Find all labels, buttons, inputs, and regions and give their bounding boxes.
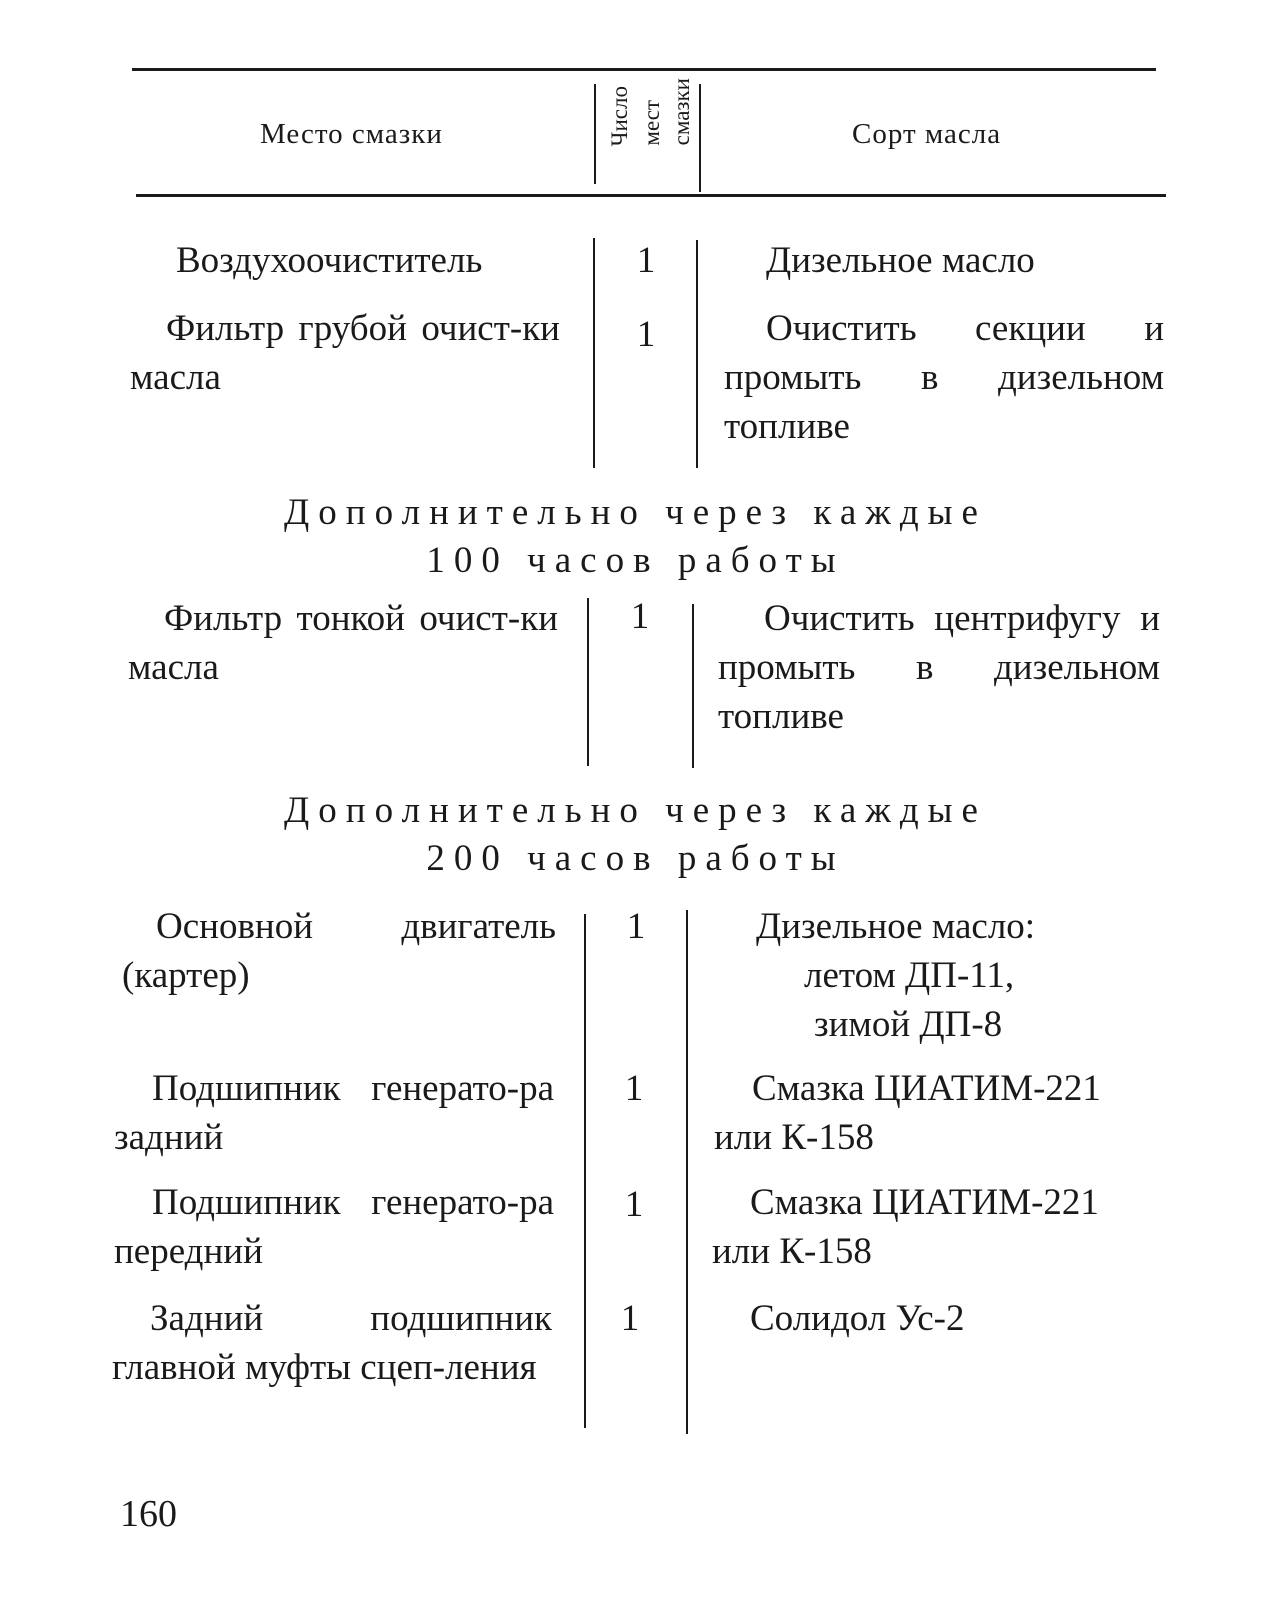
group2-divider-left	[587, 598, 589, 766]
group1-divider-right	[696, 240, 698, 468]
header-col-oil: Сорт масла	[852, 118, 1002, 150]
row-coarse-filter-oil: Очистить секции и промыть в дизельном топливе	[724, 308, 1164, 447]
row-gen-rear-bearing-place: Подшипник генерато-ра задний	[114, 1068, 554, 1158]
main-engine-oil-line3: зимой ДП-8	[814, 1004, 1003, 1045]
group3-divider-left	[584, 914, 586, 1428]
group1-divider-left	[593, 238, 595, 468]
section-100-hours-line1: Дополнительно через каждые	[284, 492, 987, 533]
row-fine-filter-place: Фильтр тонкой очист-ки масла	[128, 598, 558, 688]
row-air-cleaner-count: 1	[636, 240, 656, 281]
row-clutch-bearing-place: Задний подшипник главной муфты сцеп-ления	[112, 1298, 552, 1388]
row-clutch-bearing-oil: Солидол Ус-2	[750, 1298, 965, 1339]
header-col-count-line2: мест	[639, 100, 664, 146]
row-gen-front-bearing-oil: Смазка ЦИАТИМ-221 или К-158	[712, 1182, 1099, 1272]
row-coarse-filter-count: 1	[636, 314, 656, 355]
main-engine-oil-line1: Дизельное масло:	[756, 906, 1036, 947]
section-200-hours-line1: Дополнительно через каждые	[284, 790, 987, 831]
row-gen-front-bearing-place: Подшипник генерато-ра передний	[114, 1182, 554, 1272]
main-engine-oil-line2: летом ДП-11,	[804, 955, 1015, 996]
header-col-count-line1: Число	[607, 86, 632, 147]
header-col-count-line3: смазки	[669, 78, 694, 146]
row-clutch-bearing-count: 1	[620, 1298, 640, 1339]
group2-divider-right	[692, 604, 694, 768]
header-divider-right	[699, 84, 701, 192]
row-air-cleaner-oil: Дизельное масло	[766, 240, 1035, 281]
row-coarse-filter-place: Фильтр грубой очист-ки масла	[130, 308, 560, 398]
section-200-hours-line2: 200 часов работы	[426, 838, 845, 879]
row-fine-filter-oil: Очистить центрифугу и промыть в дизельном топливе	[718, 598, 1160, 737]
header-divider-left	[594, 84, 596, 184]
row-main-engine-place: Основной двигатель (картер)	[122, 906, 556, 996]
section-100-hours-line2: 100 часов работы	[426, 540, 845, 581]
row-air-cleaner-place: Воздухоочиститель	[176, 240, 483, 281]
row-gen-rear-bearing-oil: Смазка ЦИАТИМ-221 или К-158	[714, 1068, 1101, 1158]
group3-divider-right	[686, 910, 688, 1434]
row-main-engine-oil	[716, 902, 1160, 1049]
row-main-engine-count: 1	[626, 906, 646, 947]
header-top-rule	[132, 68, 1156, 71]
row-fine-filter-count: 1	[630, 596, 650, 637]
page-number: 160	[120, 1493, 177, 1535]
row-gen-front-bearing-count: 1	[624, 1184, 644, 1225]
header-bottom-rule	[136, 194, 1166, 197]
row-gen-rear-bearing-count: 1	[624, 1068, 644, 1109]
header-col-place: Место смазки	[260, 118, 443, 150]
